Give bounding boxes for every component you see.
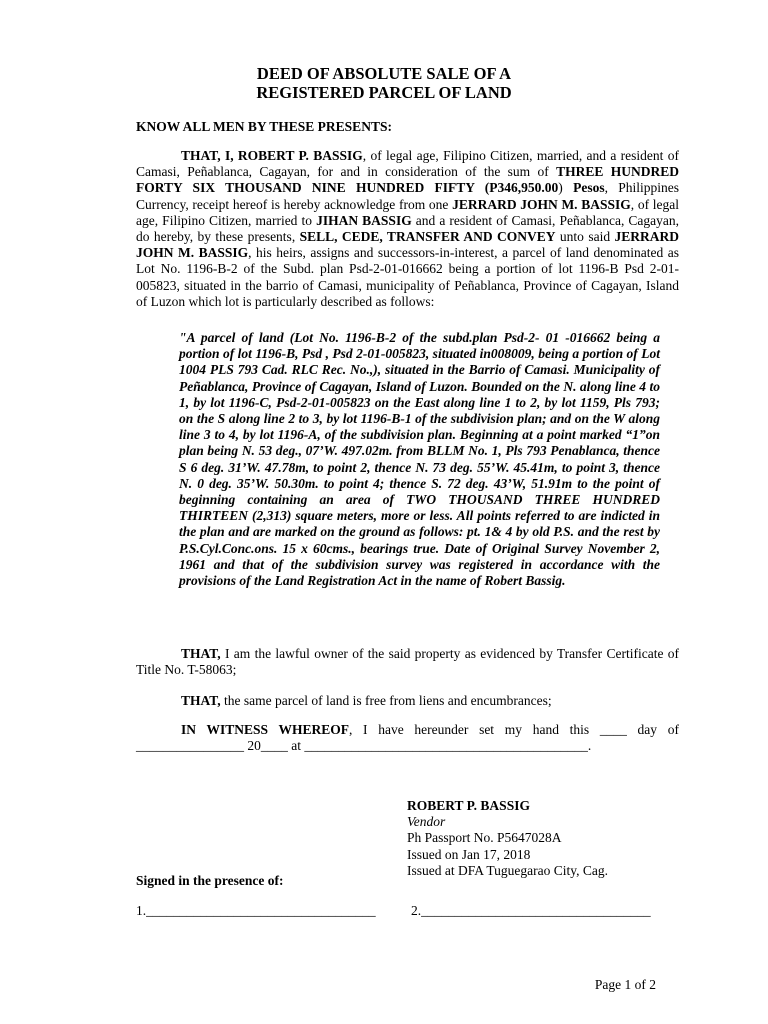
vendee-name: JERRARD JOHN M. BASSIG — [136, 229, 679, 261]
opening-heading: KNOW ALL MEN BY THESE PRESENTS: — [136, 119, 392, 134]
liens-clause — [136, 693, 679, 709]
clause-lead: THAT, — [181, 646, 221, 661]
clause-lead: THAT, — [181, 693, 221, 708]
signature-block — [407, 798, 608, 879]
clause-text: I am the lawful owner of the said property as evidenced by Transfer Certificate of Title No. T-58063; — [136, 646, 679, 678]
passport-issue-date: Issued on Jan 17, 2018 — [407, 846, 531, 862]
vendor-name: THAT, I, ROBERT P. BASSIG — [181, 148, 363, 163]
vendee-name: JERRARD JOHN M. BASSIG — [452, 196, 631, 212]
currency: Pesos — [573, 180, 605, 196]
price-words: THREE HUNDRED FORTY SIX THOUSAND NINE HUNDRED FIFTY (P346,950.00 — [136, 164, 679, 196]
ownership-clause — [136, 646, 679, 678]
conveyance-terms: SELL, CEDE, TRANSFER AND CONVEY — [299, 229, 556, 245]
technical-description: "A parcel of land (Lot No. 1196-B-2 of the subd.plan Psd-2- 01 -016662 being a portion of lot 1196-B, Psd , Psd 2-01-005823, situated in008009, being a portion of Lot 1004 PLS 793 Cad. RLC Rec. No.,), situated in the Barrio of Camasi. Municipality of Peñablanca, Province of Cagayan, Island of Luzon. Bounded on the N. along line 4 to 1, by lot 1196-C, Psd-2-01-005823 on the East along line 1 to 2, by lot 1159, Pls 793; on the S along line 2 to 3, by lot 1196-B-1 of the subdivision plan; and on the W along line 3 to 4, by lot 1196-A, of the subdivision plan. Beginning at a point marked “1”on plan being N. 53 deg., 07’W. 497.02m. from BLLM No. 1, Pls 793 Penablanca, thence S 6 deg. 31’W. 47.78m, to point 2, thence N. 73 deg. 55’W. 45.41m, to point 3, thence N. 0 deg. 35’W. 50.30m. to point 4; thence S. 72 deg. 43’W, 51.91m to the point of beginning containing an area of TWO THOUSAND THREE HUNDRED THIRTEEN (2,313) square meters, more or less. All points referred to are indicted in the plan and are marked on the ground as follows: pt. 1& 4 by old P.S. and the rest by P.S.Cyl.Conc.ons. 15 x 60cms., bearings true. Date of Original Survey November 2, 1961 and that of the subdivision survey was registered in accordance with the provisions of the Land Registration Act in the name of Robert Bassig. — [179, 330, 660, 589]
spouse-name: JIHAN BASSIG — [316, 212, 412, 228]
passport-issue-place: Issued at DFA Tuguegarao City, Cag. — [407, 862, 608, 878]
intro-text: , of legal age, Filipino Citizen, married to — [136, 196, 679, 228]
title-line-2: REGISTERED PARCEL OF LAND — [256, 83, 512, 102]
intro-text: , Philippines Currency, receipt hereof is hereby acknowledge from one — [136, 180, 679, 212]
title-line-1: DEED OF ABSOLUTE SALE OF A — [256, 64, 512, 83]
clause-text: the same parcel of land is free from liens and encumbrances; — [220, 693, 552, 708]
witness-signature-line-1: 1.__________________________________ — [136, 903, 376, 918]
passport-number: Ph Passport No. P5647028A — [407, 830, 562, 846]
witnesses-label: Signed in the presence of: — [136, 873, 284, 888]
intro-text: unto said — [555, 229, 615, 245]
clause-lead: IN WITNESS WHEREOF — [181, 722, 349, 737]
intro-text: ) — [558, 180, 574, 196]
signatory-name: ROBERT P. BASSIG — [407, 798, 530, 813]
page-number: Page 1 of 2 — [594, 977, 656, 992]
witness-signature-line-2: 2.__________________________________ — [411, 903, 651, 918]
clause-text: , I have hereunder set my hand this ____ day of ________________ 20____ at __________________________________________. — [136, 722, 679, 754]
intro-text: , of legal age, Filipino Citizen, married, and a resident of Camasi, Peñablanca, Cagayan, for and in consideration of the sum of — [136, 148, 679, 180]
intro-text: , his heirs, assigns and successors-in-interest, a parcel of land denominated as Lot No. 1196-B-2 of the Subd. plan Psd-2-01-016662 being a portion of lot 1196-B Psd 2-01-005823, situated in the barrio of Camasi, municipality of Peñablanca, Province of Cagayan, Island of Luzon which lot is particularly described as follows: — [136, 245, 679, 309]
witness-clause — [136, 722, 679, 754]
signatory-role: Vendor — [407, 814, 446, 830]
intro-paragraph — [136, 148, 679, 310]
intro-text: and a resident of Camasi, Peñablanca, Cagayan, do hereby, by these presents, — [136, 212, 680, 245]
document-title — [0, 64, 768, 102]
